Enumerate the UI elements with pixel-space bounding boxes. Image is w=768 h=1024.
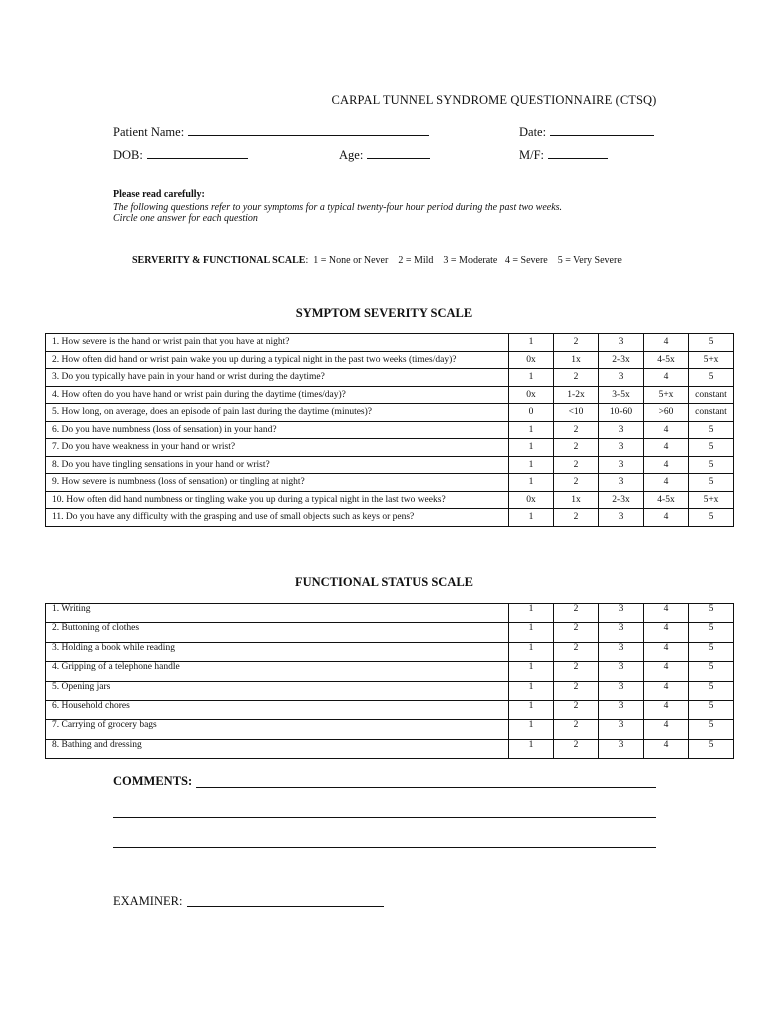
answer-option[interactable]: 1 — [509, 642, 554, 661]
answer-option[interactable]: 4 — [644, 604, 689, 623]
age-field[interactable] — [339, 146, 430, 163]
question-text: 8. Do you have tingling sensations in your hand or wrist? — [46, 456, 509, 474]
table-row — [46, 700, 734, 719]
answer-option[interactable]: 1 — [509, 421, 554, 439]
question-text: 7. Carrying of grocery bags — [46, 720, 509, 739]
table-row — [46, 334, 734, 352]
question-text: 2. How often did hand or wrist pain wake you up during a typical night in the past two weeks (times/day)? — [46, 351, 509, 369]
answer-option[interactable]: 0x — [509, 351, 554, 369]
answer-option[interactable]: 5 — [689, 439, 734, 457]
answer-option[interactable]: 2 — [554, 456, 599, 474]
answer-option[interactable]: 5 — [689, 421, 734, 439]
answer-option[interactable]: 0x — [509, 491, 554, 509]
page-title: CARPAL TUNNEL SYNDROME QUESTIONNAIRE (CTSQ) — [331, 93, 657, 107]
answer-option[interactable]: 3 — [599, 604, 644, 623]
functional-scale-title: FUNCTIONAL STATUS SCALE — [294, 575, 474, 589]
scale-legend-text: : 1 = None or Never 2 = Mild 3 = Moderate 4 = Severe 5 = Very Severe — [305, 255, 622, 266]
answer-option[interactable]: 4 — [644, 474, 689, 492]
answer-option[interactable]: 5 — [689, 739, 734, 758]
table-row — [46, 662, 734, 681]
comments-line-1[interactable] — [196, 787, 656, 788]
answer-option[interactable]: 1-2x — [554, 386, 599, 404]
answer-option[interactable]: 2 — [554, 421, 599, 439]
answer-option[interactable]: 2 — [554, 720, 599, 739]
answer-option[interactable]: 4 — [644, 509, 689, 527]
answer-option[interactable]: 1 — [509, 439, 554, 457]
instructions-line-1: The following questions refer to your symptoms for a typical twenty-four hour period during the past two weeks. — [113, 202, 563, 213]
answer-option[interactable]: 3 — [599, 421, 644, 439]
answer-option[interactable]: 2-3x — [599, 491, 644, 509]
question-text: 9. How severe is numbness (loss of sensation) or tingling at night? — [46, 474, 509, 492]
answer-option[interactable]: 5+x — [644, 386, 689, 404]
table-row — [46, 642, 734, 661]
mf-input-line[interactable] — [548, 146, 608, 159]
answer-option[interactable]: 1x — [554, 491, 599, 509]
table-row — [46, 439, 734, 457]
question-text: 3. Holding a book while reading — [46, 642, 509, 661]
answer-option[interactable]: 3 — [599, 334, 644, 352]
answer-option[interactable]: 0 — [509, 404, 554, 422]
answer-option[interactable]: 4 — [644, 456, 689, 474]
question-text: 11. Do you have any difficulty with the grasping and use of small objects such as keys or pens? — [46, 509, 509, 527]
table-row — [46, 491, 734, 509]
answer-option[interactable]: 4 — [644, 623, 689, 642]
scale-legend-label: SERVERITY & FUNCTIONAL SCALE — [132, 255, 306, 266]
date-input-line[interactable] — [550, 123, 654, 136]
answer-option[interactable]: 2 — [554, 739, 599, 758]
question-text: 1. How severe is the hand or wrist pain that you have at night? — [46, 334, 509, 352]
date-label: Date: — [519, 125, 547, 139]
instructions-line-2: Circle one answer for each question — [113, 213, 258, 224]
answer-option[interactable]: 2 — [554, 604, 599, 623]
patient-name-field[interactable] — [113, 123, 429, 140]
answer-option[interactable]: 5 — [689, 623, 734, 642]
answer-option[interactable]: 5 — [689, 720, 734, 739]
answer-option[interactable]: 1 — [509, 456, 554, 474]
dob-label: DOB: — [113, 148, 143, 162]
examiner-line[interactable] — [187, 906, 384, 907]
answer-option[interactable]: 5 — [689, 509, 734, 527]
answer-option[interactable]: 1x — [554, 351, 599, 369]
answer-option[interactable]: >60 — [644, 404, 689, 422]
table-row — [46, 604, 734, 623]
answer-option[interactable]: 4 — [644, 642, 689, 661]
answer-option[interactable]: 4 — [644, 739, 689, 758]
answer-option[interactable]: 5 — [689, 604, 734, 623]
date-field[interactable] — [519, 123, 654, 140]
mf-field[interactable] — [519, 146, 608, 163]
table-row — [46, 351, 734, 369]
answer-option[interactable]: 3-5x — [599, 386, 644, 404]
answer-option[interactable]: 3 — [599, 662, 644, 681]
answer-option[interactable]: 4-5x — [644, 491, 689, 509]
answer-option[interactable]: 4 — [644, 720, 689, 739]
answer-option[interactable]: 4 — [644, 369, 689, 387]
question-text: 7. Do you have weakness in your hand or wrist? — [46, 439, 509, 457]
answer-option[interactable]: 1 — [509, 681, 554, 700]
table-row — [46, 681, 734, 700]
answer-option[interactable]: 2 — [554, 681, 599, 700]
answer-option[interactable]: 5 — [689, 474, 734, 492]
age-label: Age: — [339, 148, 364, 162]
answer-option[interactable]: 3 — [599, 700, 644, 719]
age-input-line[interactable] — [367, 146, 430, 159]
answer-option[interactable]: 2 — [554, 509, 599, 527]
question-text: 5. Opening jars — [46, 681, 509, 700]
question-text: 8. Bathing and dressing — [46, 739, 509, 758]
answer-option[interactable]: 3 — [599, 681, 644, 700]
dob-input-line[interactable] — [147, 146, 248, 159]
answer-option[interactable]: 4 — [644, 700, 689, 719]
answer-option[interactable]: 4-5x — [644, 351, 689, 369]
answer-option[interactable]: 1 — [509, 623, 554, 642]
answer-option[interactable]: 3 — [599, 739, 644, 758]
table-row — [46, 369, 734, 387]
symptom-scale-title: SYMPTOM SEVERITY SCALE — [295, 306, 473, 320]
mf-label: M/F: — [519, 148, 545, 162]
dob-field[interactable] — [113, 146, 248, 163]
question-text: 5. How long, on average, does an episode of pain last during the daytime (minutes)? — [46, 404, 509, 422]
answer-option[interactable]: 3 — [599, 642, 644, 661]
answer-option[interactable]: 2 — [554, 700, 599, 719]
answer-option[interactable]: 5 — [689, 642, 734, 661]
table-row — [46, 421, 734, 439]
examiner-label: EXAMINER: — [113, 894, 183, 908]
answer-option[interactable]: 0x — [509, 386, 554, 404]
functional-status-table — [45, 603, 734, 759]
answer-option[interactable]: 4 — [644, 334, 689, 352]
answer-option[interactable]: 2 — [554, 662, 599, 681]
answer-option[interactable]: 1 — [509, 369, 554, 387]
table-row — [46, 456, 734, 474]
answer-option[interactable]: 2 — [554, 369, 599, 387]
question-text: 1. Writing — [46, 604, 509, 623]
answer-option[interactable]: 1 — [509, 474, 554, 492]
answer-option[interactable]: constant — [689, 386, 734, 404]
answer-option[interactable]: 5 — [689, 369, 734, 387]
table-row — [46, 739, 734, 758]
answer-option[interactable]: <10 — [554, 404, 599, 422]
question-text: 4. Gripping of a telephone handle — [46, 662, 509, 681]
answer-option[interactable]: 2 — [554, 334, 599, 352]
patient-name-input-line[interactable] — [188, 123, 429, 136]
answer-option[interactable]: 3 — [599, 456, 644, 474]
symptom-severity-table — [45, 333, 734, 527]
table-row — [46, 623, 734, 642]
answer-option[interactable]: 4 — [644, 681, 689, 700]
answer-option[interactable]: 5+x — [689, 351, 734, 369]
answer-option[interactable]: 1 — [509, 720, 554, 739]
table-row — [46, 386, 734, 404]
answer-option[interactable]: 3 — [599, 720, 644, 739]
answer-option[interactable]: 2 — [554, 623, 599, 642]
table-row — [46, 474, 734, 492]
answer-option[interactable]: 3 — [599, 439, 644, 457]
answer-option[interactable]: 5+x — [689, 491, 734, 509]
answer-option[interactable]: 2 — [554, 642, 599, 661]
answer-option[interactable]: 1 — [509, 700, 554, 719]
answer-option[interactable]: constant — [689, 404, 734, 422]
answer-option[interactable]: 2 — [554, 474, 599, 492]
question-text: 3. Do you typically have pain in your hand or wrist during the daytime? — [46, 369, 509, 387]
answer-option[interactable]: 4 — [644, 662, 689, 681]
scale-legend — [132, 255, 622, 266]
question-text: 4. How often do you have hand or wrist pain during the daytime (times/day)? — [46, 386, 509, 404]
question-text: 6. Do you have numbness (loss of sensation) in your hand? — [46, 421, 509, 439]
answer-option[interactable]: 2-3x — [599, 351, 644, 369]
comments-line-2[interactable] — [113, 817, 656, 818]
answer-option[interactable]: 5 — [689, 456, 734, 474]
question-text: 6. Household chores — [46, 700, 509, 719]
answer-option[interactable]: 4 — [644, 439, 689, 457]
answer-option[interactable]: 1 — [509, 604, 554, 623]
answer-option[interactable]: 2 — [554, 439, 599, 457]
table-row — [46, 509, 734, 527]
answer-option[interactable]: 1 — [509, 509, 554, 527]
answer-option[interactable]: 3 — [599, 369, 644, 387]
table-row — [46, 720, 734, 739]
comments-line-3[interactable] — [113, 847, 656, 848]
table-row — [46, 404, 734, 422]
answer-option[interactable]: 5 — [689, 681, 734, 700]
answer-option[interactable]: 1 — [509, 334, 554, 352]
instructions-heading: Please read carefully: — [113, 189, 205, 200]
answer-option[interactable]: 4 — [644, 421, 689, 439]
question-text: 2. Buttoning of clothes — [46, 623, 509, 642]
patient-name-label: Patient Name: — [113, 125, 185, 139]
answer-option[interactable]: 3 — [599, 474, 644, 492]
answer-option[interactable]: 5 — [689, 700, 734, 719]
answer-option[interactable]: 5 — [689, 334, 734, 352]
comments-label: COMMENTS: — [113, 774, 193, 788]
answer-option[interactable]: 3 — [599, 509, 644, 527]
answer-option[interactable]: 1 — [509, 662, 554, 681]
question-text: 10. How often did hand numbness or tingling wake you up during a typical night in the last two weeks? — [46, 491, 509, 509]
answer-option[interactable]: 10-60 — [599, 404, 644, 422]
answer-option[interactable]: 1 — [509, 739, 554, 758]
answer-option[interactable]: 3 — [599, 623, 644, 642]
answer-option[interactable]: 5 — [689, 662, 734, 681]
